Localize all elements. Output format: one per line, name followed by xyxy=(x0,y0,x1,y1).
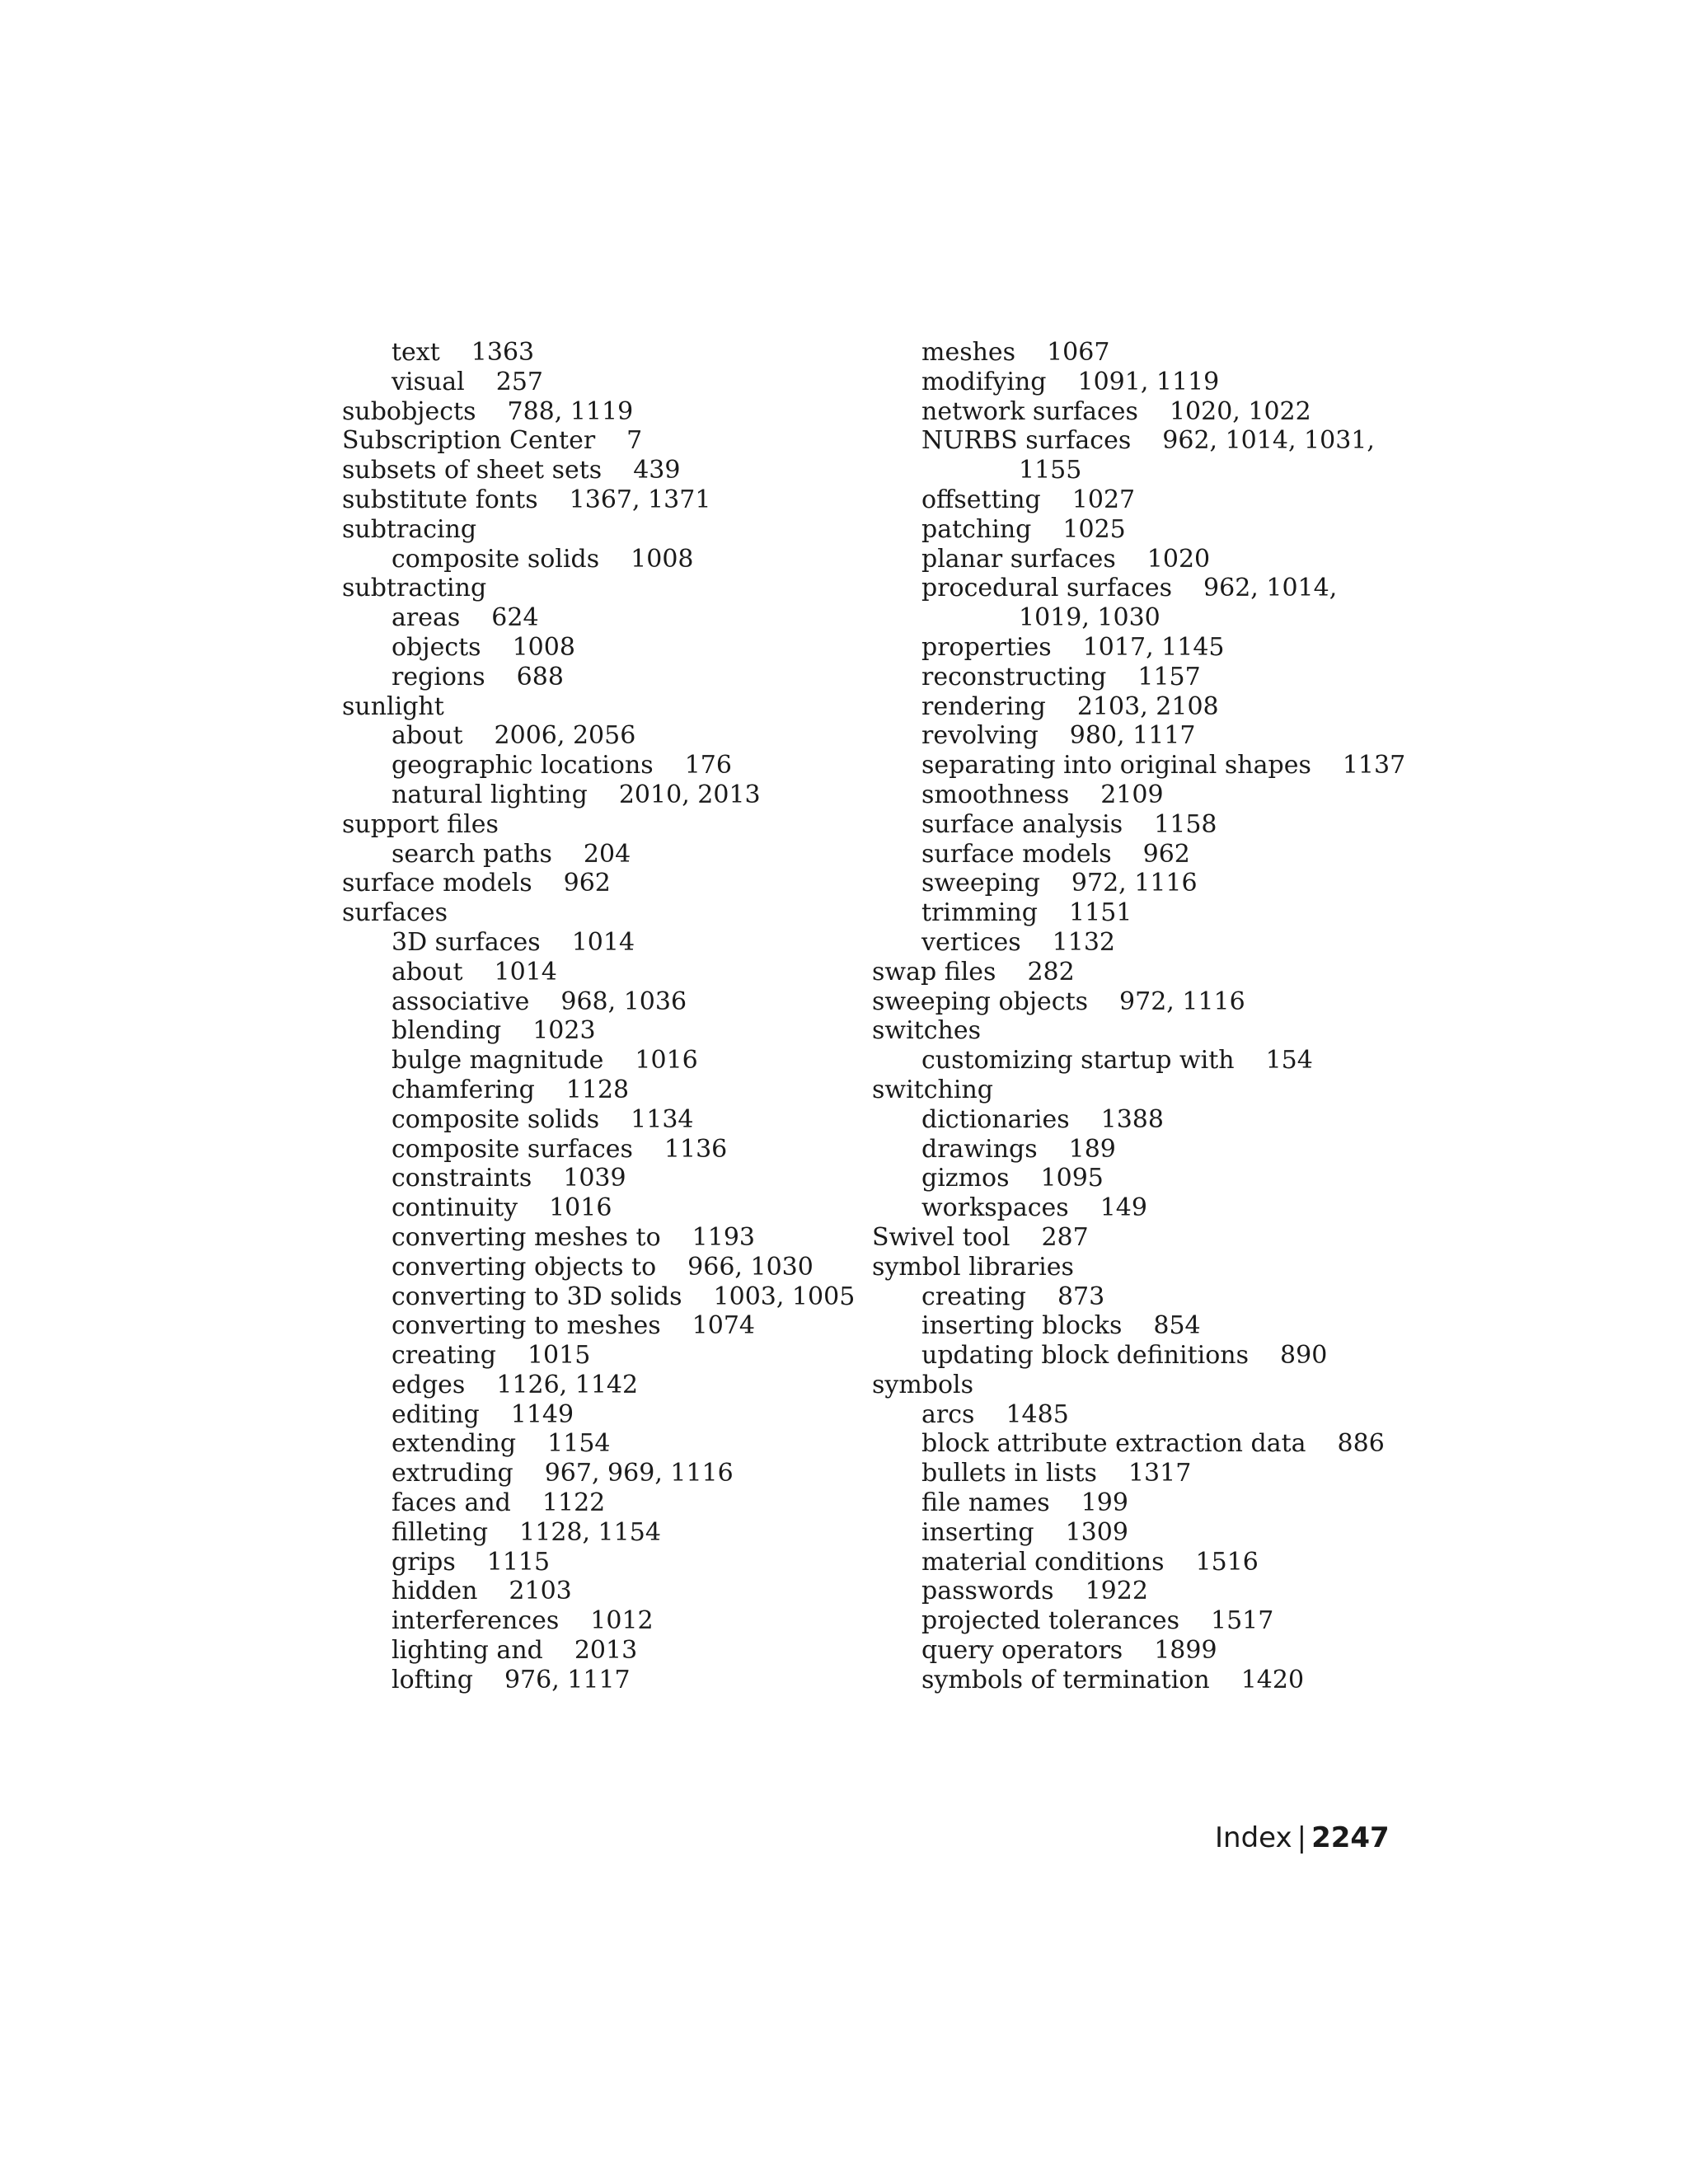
index-subentry xyxy=(872,1341,1400,1371)
index-term: modifying xyxy=(921,367,1047,396)
page-references: 1027 xyxy=(1071,485,1136,514)
index-term: text xyxy=(392,338,440,367)
page-references: 886 xyxy=(1337,1429,1385,1459)
index-term: converting meshes to xyxy=(392,1222,661,1252)
index-subentry xyxy=(872,898,1400,928)
index-term: procedural surfaces xyxy=(921,574,1173,603)
index-subentry xyxy=(342,338,870,368)
index-subentry xyxy=(342,1371,870,1400)
index-subentry xyxy=(342,1016,870,1046)
page-references: 688 xyxy=(516,662,564,691)
index-entry xyxy=(872,958,1400,987)
index-term: visual xyxy=(392,367,465,396)
page-references: 1014 xyxy=(571,927,635,957)
page-references: 1420 xyxy=(1240,1665,1305,1694)
page-references: 1008 xyxy=(631,544,694,574)
index-term: switches xyxy=(872,1016,981,1046)
page-references: 1019, 1030 xyxy=(1019,603,1160,633)
index-subentry xyxy=(342,721,870,751)
index-subentry xyxy=(872,515,1400,545)
page-references: 1122 xyxy=(542,1488,606,1518)
page-references: 1134 xyxy=(631,1104,694,1134)
index-term: surface models xyxy=(921,839,1112,869)
page-references: 2109 xyxy=(1100,780,1164,809)
index-subentry xyxy=(872,780,1400,810)
page-references: 1015 xyxy=(527,1341,591,1371)
index-entry xyxy=(342,456,870,485)
index-subentry xyxy=(872,368,1400,397)
index-term: Swivel tool xyxy=(872,1222,1010,1252)
index-term: smoothness xyxy=(921,780,1070,809)
page-references: 204 xyxy=(583,839,631,869)
index-subentry xyxy=(342,1577,870,1606)
index-entry xyxy=(342,692,870,722)
index-subentry xyxy=(872,1046,1400,1076)
index-term: properties xyxy=(921,632,1052,662)
page-references: 154 xyxy=(1265,1046,1313,1076)
page-references: 1317 xyxy=(1128,1459,1192,1488)
index-subentry xyxy=(872,1636,1400,1666)
index-subentry xyxy=(342,1282,870,1312)
page-references: 287 xyxy=(1041,1222,1089,1252)
index-subentry xyxy=(872,1459,1400,1488)
index-term: workspaces xyxy=(921,1193,1069,1223)
index-subentry xyxy=(342,1636,870,1666)
index-subentry xyxy=(342,1253,870,1282)
index-subentry xyxy=(342,1518,870,1548)
index-term: chamfering xyxy=(392,1075,535,1104)
index-term: separating into original shapes xyxy=(921,751,1311,780)
page-references: 1132 xyxy=(1052,927,1116,957)
index-term: sweeping xyxy=(921,869,1040,898)
index-term: edges xyxy=(392,1370,466,1399)
page-references: 1157 xyxy=(1137,662,1201,691)
index-subentry xyxy=(342,1606,870,1636)
index-subentry xyxy=(872,1577,1400,1606)
page-references: 1025 xyxy=(1062,514,1126,544)
page-references: 1003, 1005 xyxy=(713,1282,856,1311)
index-entry xyxy=(342,898,870,928)
index-term: interferences xyxy=(392,1606,560,1636)
index-term: patching xyxy=(921,514,1032,544)
index-term: creating xyxy=(392,1341,496,1371)
page-references: 149 xyxy=(1100,1193,1147,1223)
index-subentry xyxy=(872,751,1406,780)
index-subentry xyxy=(342,958,870,987)
index-term: faces and xyxy=(392,1488,511,1518)
page-references: 972, 1116 xyxy=(1119,987,1245,1016)
index-subentry xyxy=(342,751,870,780)
page-references: 1039 xyxy=(563,1164,626,1193)
index-term: query operators xyxy=(921,1636,1123,1666)
page-references: 1136 xyxy=(663,1134,728,1164)
index-term: symbols xyxy=(872,1370,974,1399)
index-column-right xyxy=(872,338,1406,1695)
page-references: 2006, 2056 xyxy=(494,721,636,751)
index-term: inserting blocks xyxy=(921,1311,1123,1341)
index-term: subtracting xyxy=(342,574,487,603)
index-subentry xyxy=(342,1046,870,1076)
index-term: dictionaries xyxy=(921,1104,1070,1134)
page-references: 1020 xyxy=(1146,544,1211,574)
index-subentry xyxy=(342,1400,870,1430)
index-term: swap files xyxy=(872,957,996,987)
page-references: 962, 1014, xyxy=(1203,574,1338,603)
index-term: natural lighting xyxy=(392,780,588,809)
index-subentry xyxy=(342,603,870,633)
page-references: 7 xyxy=(626,426,643,456)
index-subentry xyxy=(872,633,1400,663)
page-references: 1149 xyxy=(510,1399,574,1429)
index-entry xyxy=(872,1253,1400,1282)
index-subentry xyxy=(872,810,1400,840)
index-subentry xyxy=(872,663,1400,692)
page-references: 1128, 1154 xyxy=(519,1517,661,1547)
page-references: 1137 xyxy=(1342,751,1406,780)
index-term: network surfaces xyxy=(921,396,1138,426)
page-references: 1126, 1142 xyxy=(496,1370,639,1399)
index-term: constraints xyxy=(392,1164,532,1193)
index-term: search paths xyxy=(392,839,552,869)
index-term: meshes xyxy=(921,338,1016,367)
index-subentry xyxy=(342,1193,870,1223)
page-references: 2103 xyxy=(509,1577,572,1606)
index-term: projected tolerances xyxy=(921,1606,1179,1636)
index-subentry xyxy=(872,1164,1400,1193)
index-subentry xyxy=(872,426,1400,456)
page-references: 1154 xyxy=(547,1429,611,1459)
index-subentry xyxy=(342,1488,870,1518)
index-subentry xyxy=(342,840,870,869)
page-references: 1517 xyxy=(1210,1606,1274,1636)
index-term: passwords xyxy=(921,1577,1054,1606)
page-references: 1115 xyxy=(486,1547,551,1577)
page-references: 1067 xyxy=(1047,338,1110,367)
page-references: 1899 xyxy=(1154,1636,1217,1666)
index-term: support files xyxy=(342,809,499,839)
page-references: 873 xyxy=(1057,1282,1105,1311)
page-references: 199 xyxy=(1081,1488,1128,1518)
index-subentry xyxy=(342,928,870,958)
index-term: offsetting xyxy=(921,485,1041,514)
index-subentry xyxy=(342,663,870,692)
page-references: 962, 1014, 1031, xyxy=(1162,426,1375,456)
index-term: about xyxy=(392,957,463,987)
index-term: associative xyxy=(392,987,530,1016)
index-term: subsets of sheet sets xyxy=(342,456,603,485)
index-term: substitute fonts xyxy=(342,485,538,514)
page-references: 854 xyxy=(1153,1311,1201,1341)
index-continuation xyxy=(872,456,1400,485)
index-subentry xyxy=(342,1666,870,1695)
index-subentry xyxy=(872,545,1400,574)
index-entry xyxy=(342,810,870,840)
index-subentry xyxy=(872,574,1400,603)
index-subentry xyxy=(872,1105,1400,1135)
index-term: areas xyxy=(392,603,461,633)
page-references: 1367, 1371 xyxy=(569,485,711,514)
index-entry xyxy=(342,869,870,898)
page-references: 1012 xyxy=(590,1606,654,1636)
index-term: NURBS surfaces xyxy=(921,426,1132,456)
index-term: grips xyxy=(392,1547,456,1577)
page-references: 968, 1036 xyxy=(560,987,687,1016)
index-subentry xyxy=(342,368,870,397)
page-references: 1155 xyxy=(1019,456,1082,485)
index-subentry xyxy=(342,780,870,810)
index-subentry xyxy=(872,840,1400,869)
index-subentry xyxy=(872,338,1400,368)
index-term: regions xyxy=(392,662,485,691)
index-subentry xyxy=(872,1135,1400,1165)
index-subentry xyxy=(342,1311,870,1341)
index-term: creating xyxy=(921,1282,1026,1311)
index-term: symbols of termination xyxy=(921,1665,1210,1694)
index-subentry xyxy=(342,1164,870,1193)
index-term: composite solids xyxy=(392,1104,600,1134)
index-term: lighting and xyxy=(392,1636,543,1666)
index-subentry xyxy=(872,1282,1400,1312)
page-footer xyxy=(1215,1821,1390,1854)
index-subentry xyxy=(342,1135,870,1165)
index-subentry xyxy=(872,692,1400,722)
page-references: 1922 xyxy=(1085,1577,1148,1606)
index-term: lofting xyxy=(392,1665,473,1694)
page-references: 962 xyxy=(1142,839,1190,869)
footer-section-label: Index xyxy=(1215,1821,1292,1854)
index-continuation xyxy=(872,603,1400,633)
page-references: 1128 xyxy=(565,1075,630,1104)
page-references: 257 xyxy=(495,367,544,396)
index-subentry xyxy=(872,1548,1400,1577)
index-subentry xyxy=(872,1488,1400,1518)
page-references: 1158 xyxy=(1154,809,1217,839)
index-entry xyxy=(342,397,870,427)
index-term: sunlight xyxy=(342,691,444,721)
index-term: continuity xyxy=(392,1193,518,1223)
page-number: 2247 xyxy=(1311,1821,1390,1854)
index-subentry xyxy=(342,1105,870,1135)
index-term: reconstructing xyxy=(921,662,1107,691)
index-term: block attribute extraction data xyxy=(921,1429,1306,1459)
footer-separator: | xyxy=(1296,1821,1307,1854)
index-term: material conditions xyxy=(921,1547,1165,1577)
page-references: 1014 xyxy=(494,957,557,987)
index-subentry xyxy=(872,1311,1400,1341)
index-subentry xyxy=(872,485,1400,515)
index-term: rendering xyxy=(921,691,1046,721)
index-term: planar surfaces xyxy=(921,544,1116,574)
page-references: 1020, 1022 xyxy=(1169,396,1311,426)
index-term: composite surfaces xyxy=(392,1134,633,1164)
page-references: 1023 xyxy=(532,1016,596,1046)
page-references: 2010, 2013 xyxy=(618,780,761,809)
index-subentry xyxy=(342,633,870,663)
index-term: arcs xyxy=(921,1399,975,1429)
index-subentry xyxy=(872,1193,1400,1223)
page-references: 966, 1030 xyxy=(687,1252,814,1282)
index-entry xyxy=(342,515,870,545)
page-references: 962 xyxy=(563,869,611,898)
page-references: 1516 xyxy=(1195,1547,1259,1577)
index-term: surface models xyxy=(342,869,532,898)
index-entry xyxy=(872,1223,1400,1253)
page-references: 1016 xyxy=(549,1193,612,1223)
page-references: 976, 1117 xyxy=(504,1665,631,1694)
index-term: converting objects to xyxy=(392,1252,657,1282)
page-references: 2013 xyxy=(574,1636,638,1666)
page-references: 1193 xyxy=(692,1222,756,1252)
index-entry xyxy=(342,574,870,603)
index-term: blending xyxy=(392,1016,502,1046)
index-term: vertices xyxy=(921,927,1021,957)
page-references: 788, 1119 xyxy=(507,396,634,426)
page-references: 1091, 1119 xyxy=(1077,367,1220,396)
index-entry xyxy=(342,485,870,515)
page-references: 624 xyxy=(491,603,539,633)
index-entry xyxy=(342,426,870,456)
index-entry xyxy=(872,987,1400,1017)
index-term: file names xyxy=(921,1488,1050,1518)
index-subentry xyxy=(872,1606,1400,1636)
index-subentry xyxy=(872,397,1400,427)
index-entry xyxy=(872,1016,1400,1046)
index-term: converting to meshes xyxy=(392,1311,661,1341)
index-term: gizmos xyxy=(921,1164,1010,1193)
index-subentry xyxy=(342,1223,870,1253)
index-subentry xyxy=(872,1400,1400,1430)
index-term: customizing startup with xyxy=(921,1046,1235,1076)
page-references: 189 xyxy=(1068,1134,1116,1164)
index-term: editing xyxy=(392,1399,480,1429)
page-references: 439 xyxy=(633,456,681,485)
index-term: drawings xyxy=(921,1134,1038,1164)
page-references: 176 xyxy=(684,751,732,780)
index-term: Subscription Center xyxy=(342,426,596,456)
index-term: extending xyxy=(392,1429,517,1459)
page-references: 1016 xyxy=(635,1046,698,1076)
page-references: 980, 1117 xyxy=(1069,721,1196,751)
page-references: 1151 xyxy=(1069,898,1132,928)
index-term: subtracing xyxy=(342,514,477,544)
index-term: revolving xyxy=(921,721,1039,751)
index-subentry xyxy=(342,1459,870,1488)
index-term: symbol libraries xyxy=(872,1252,1074,1282)
index-term: objects xyxy=(392,632,481,662)
index-term: surfaces xyxy=(342,898,448,928)
index-term: about xyxy=(392,721,463,751)
page-references: 1485 xyxy=(1006,1399,1069,1429)
page-references: 1095 xyxy=(1040,1164,1104,1193)
index-subentry xyxy=(872,869,1400,898)
index-subentry xyxy=(872,1518,1400,1548)
page-references: 1008 xyxy=(512,632,575,662)
page-references: 972, 1116 xyxy=(1071,869,1198,898)
index-term: surface analysis xyxy=(921,809,1123,839)
index-column-left xyxy=(342,338,870,1695)
index-term: bulge magnitude xyxy=(392,1046,604,1076)
index-subentry xyxy=(872,1666,1400,1695)
index-subentry xyxy=(342,987,870,1017)
index-term: subobjects xyxy=(342,396,476,426)
index-term: bullets in lists xyxy=(921,1459,1097,1488)
index-subentry xyxy=(872,721,1400,751)
page-references: 282 xyxy=(1027,957,1075,987)
index-entry xyxy=(872,1076,1400,1105)
index-subentry xyxy=(342,1076,870,1105)
index-entry xyxy=(872,1371,1400,1400)
page-references: 1017, 1145 xyxy=(1082,632,1225,662)
index-subentry xyxy=(342,545,870,574)
index-term: switching xyxy=(872,1075,993,1104)
page-references: 1388 xyxy=(1100,1104,1164,1134)
index-subentry xyxy=(872,1429,1400,1459)
index-term: geographic locations xyxy=(392,751,654,780)
index-term: converting to 3D solids xyxy=(392,1282,682,1311)
index-term: extruding xyxy=(392,1459,513,1488)
index-term: hidden xyxy=(392,1577,478,1606)
index-subentry xyxy=(342,1548,870,1577)
index-subentry xyxy=(342,1341,870,1371)
index-term: filleting xyxy=(392,1517,489,1547)
index-term: updating block definitions xyxy=(921,1341,1250,1371)
index-term: sweeping objects xyxy=(872,987,1089,1016)
page-references: 1309 xyxy=(1065,1517,1128,1547)
index-term: inserting xyxy=(921,1517,1034,1547)
index-term: trimming xyxy=(921,898,1039,928)
page-references: 967, 969, 1116 xyxy=(544,1459,734,1488)
page-references: 1363 xyxy=(471,338,535,367)
index-subentry xyxy=(342,1429,870,1459)
index-subentry xyxy=(872,928,1400,958)
page-references: 890 xyxy=(1280,1341,1328,1371)
page-references: 1074 xyxy=(692,1311,756,1341)
index-term: 3D surfaces xyxy=(392,927,541,957)
index-term: composite solids xyxy=(392,544,600,574)
page-references: 2103, 2108 xyxy=(1076,691,1219,721)
